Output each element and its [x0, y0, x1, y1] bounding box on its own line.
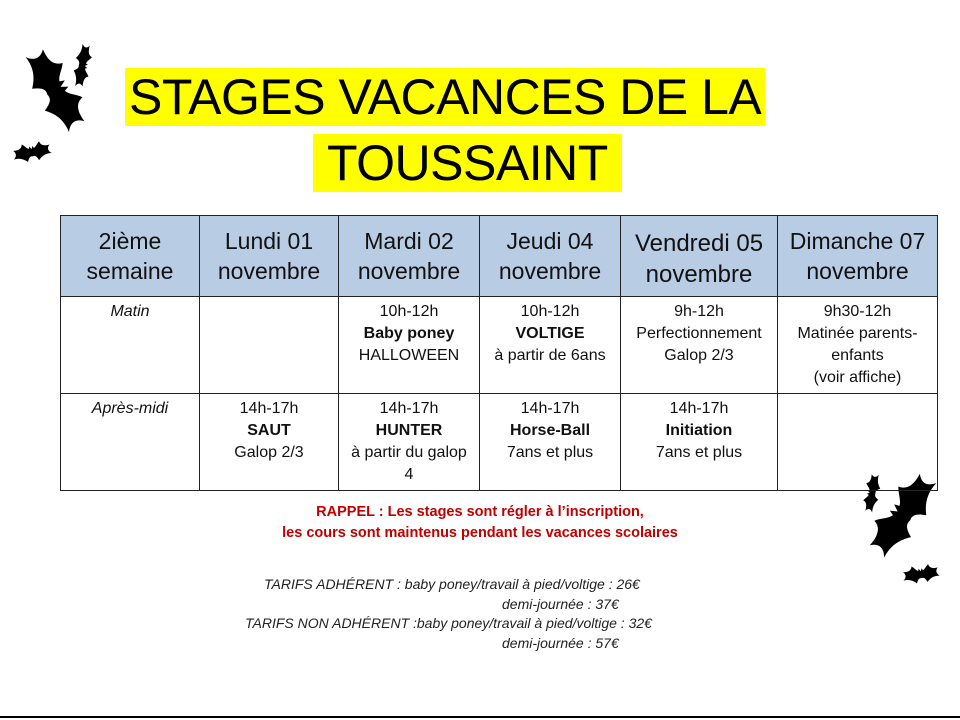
day-header: Jeudi 04 novembre [480, 216, 621, 297]
day-header: Mardi 02 novembre [339, 216, 480, 297]
page-title-line2: TOUSSAINT [313, 134, 622, 192]
reminder-line: les cours sont maintenus pendant les vacances scolaires [282, 525, 678, 541]
bat-icon [902, 563, 940, 585]
tarif-adherent: TARIFS ADHÉRENT : baby poney/travail à pied/voltige : 26€ [264, 576, 640, 592]
row-label: Après-midi [61, 394, 200, 491]
bottom-divider [0, 716, 960, 718]
table-cell: 9h30-12h Matinée parents- enfants (voir affiche) [778, 297, 938, 394]
table-cell: 10h-12h Baby poney HALLOWEEN [339, 297, 480, 394]
tarif-non-adherent-half: demi-journée : 57€ [502, 635, 619, 651]
page-title: STAGES VACANCES DE LA [125, 68, 765, 126]
tarif-adherent-half: demi-journée : 37€ [502, 596, 619, 612]
table-cell [778, 394, 938, 491]
day-header: Vendredi 05 novembre [621, 216, 778, 297]
table-cell: 14h-17h SAUT Galop 2/3 [200, 394, 339, 491]
week-header: 2ième semaine [61, 216, 200, 297]
reminder-notice [0, 502, 960, 544]
bat-icon [60, 28, 105, 103]
table-row [61, 394, 938, 491]
row-label: Matin [61, 297, 200, 394]
table-cell: 14h-17h HUNTER à partir du galop 4 [339, 394, 480, 491]
tarif-non-adherent: TARIFS NON ADHÉRENT :baby poney/travail à pied/voltige : 32€ [245, 615, 652, 631]
table-cell: 14h-17h Horse-Ball 7ans et plus [480, 394, 621, 491]
day-header: Lundi 01 novembre [200, 216, 339, 297]
table-cell: 9h-12h Perfectionnement Galop 2/3 [621, 297, 778, 394]
bat-icon [12, 140, 52, 164]
table-cell: 14h-17h Initiation 7ans et plus [621, 394, 778, 491]
reminder-line: RAPPEL : Les stages sont régler à l’inscription, [316, 504, 644, 520]
table-cell: 10h-12h VOLTIGE à partir de 6ans [480, 297, 621, 394]
table-row [61, 297, 938, 394]
table-cell [200, 297, 339, 394]
table-header-row [61, 216, 938, 297]
day-header: Dimanche 07 novembre [778, 216, 938, 297]
schedule-table [60, 215, 938, 491]
